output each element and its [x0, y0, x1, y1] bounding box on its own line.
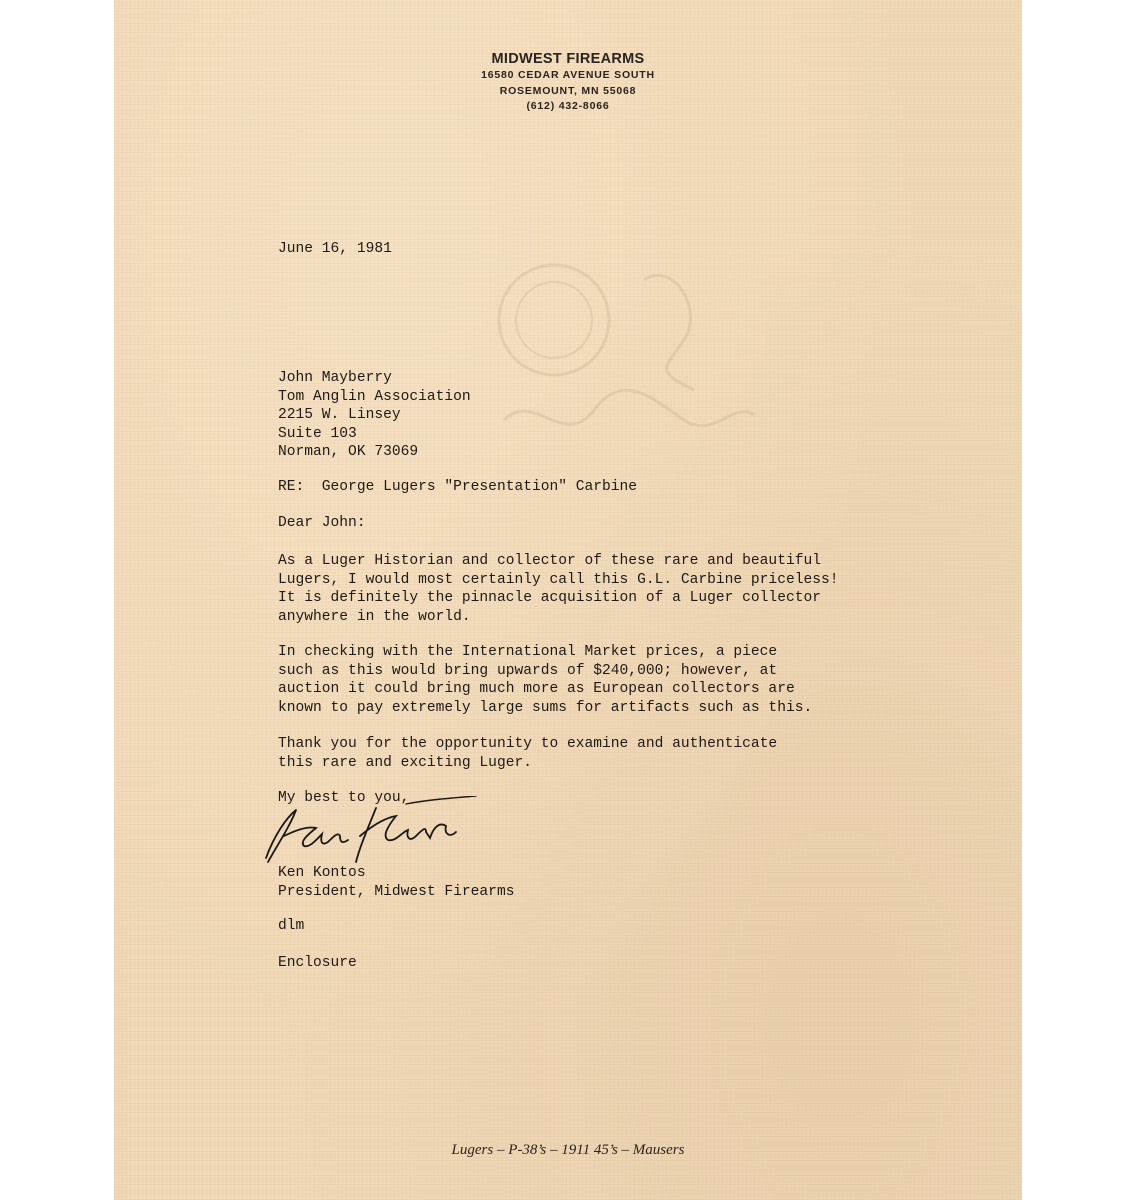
- paragraph-line: anywhere in the world.: [278, 608, 471, 625]
- enclosure-note: Enclosure: [278, 955, 357, 971]
- paragraph-line: known to pay extremely large sums for artifacts such as this.: [278, 699, 813, 716]
- paragraph-line: In checking with the International Market prices, a piece: [278, 644, 778, 660]
- recipient-suite: Suite 103: [278, 425, 357, 442]
- paragraph-line: Lugers, I would most certainly call this G.L. Carbine priceless!: [278, 571, 839, 588]
- paragraph-line: It is definitely the pinnacle acquisition of a Luger collector: [278, 590, 821, 607]
- signer-title: President, Midwest Firearms: [278, 883, 515, 900]
- body-paragraph-3: [278, 735, 777, 772]
- body-paragraph-1: [278, 552, 839, 626]
- letterhead: [114, 50, 1022, 115]
- signature-block: [278, 864, 514, 901]
- typist-initials: dlm: [278, 918, 305, 934]
- recipient-organization: Tom Anglin Association: [278, 388, 471, 405]
- recipient-name: John Mayberry: [278, 370, 392, 386]
- company-city: ROSEMOUNT, MN 55068: [499, 84, 637, 97]
- closing: My best to you,: [278, 790, 410, 806]
- paragraph-line: Thank you for the opportunity to examine and authenticate: [278, 736, 778, 752]
- recipient-city: Norman, OK 73069: [278, 444, 419, 461]
- footer-product-line: Lugers – P-38’s – 1911 45’s – Mausers: [451, 1142, 685, 1158]
- recipient-street: 2215 W. Linsey: [278, 407, 401, 424]
- subject-line: RE: George Lugers "Presentation" Carbine: [278, 479, 638, 495]
- paragraph-line: auction it could bring much more as European collectors are: [278, 681, 795, 698]
- company-street: 16580 CEDAR AVENUE SOUTH: [481, 69, 655, 81]
- company-name: MIDWEST FIREARMS: [491, 51, 645, 67]
- signer-name: Ken Kontos: [278, 865, 366, 881]
- letter-page: [114, 0, 1022, 1200]
- salutation: Dear John:: [278, 515, 366, 531]
- watermark-seal-icon: [444, 250, 764, 510]
- handwritten-signature: [256, 796, 486, 872]
- paragraph-line: this rare and exciting Luger.: [278, 754, 532, 771]
- paragraph-line: As a Luger Historian and collector of these rare and beautiful: [278, 553, 821, 569]
- body-paragraph-2: [278, 643, 812, 717]
- company-phone: (612) 432-8066: [526, 100, 610, 112]
- recipient-address: [278, 369, 471, 462]
- letter-date: June 16, 1981: [278, 241, 392, 257]
- paragraph-line: such as this would bring upwards of $240,000; however, at: [278, 662, 778, 679]
